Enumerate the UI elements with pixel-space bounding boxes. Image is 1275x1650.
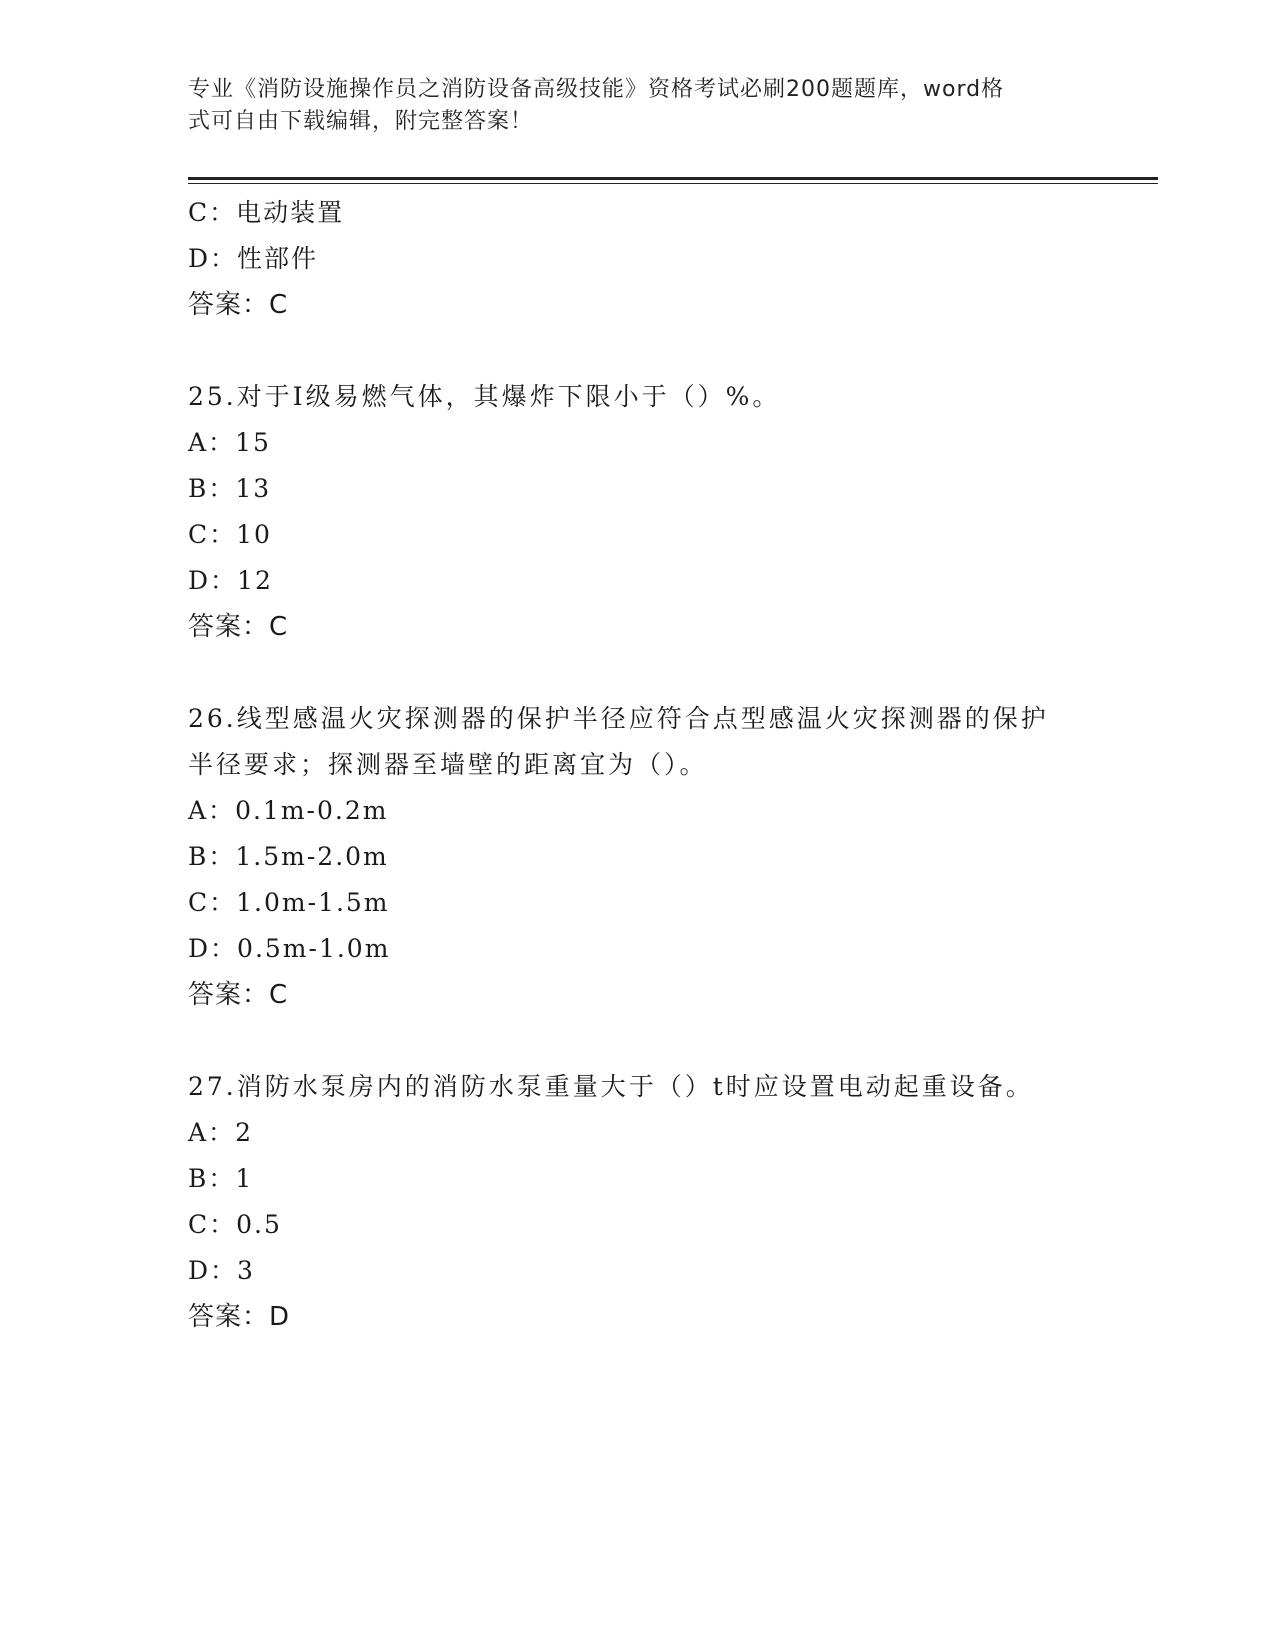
question-title-line-1: 26.线型感温火灾探测器的保护半径应符合点型感温火灾探测器的保护 (188, 704, 1049, 733)
option-d: D：3 (188, 1256, 255, 1285)
question-title-line-2: 半径要求；探测器至墙壁的距离宜为（）。 (188, 750, 708, 779)
option-d: D：0.5m-1.0m (188, 934, 391, 963)
option-a: A：0.1m-0.2m (188, 796, 389, 825)
spacer (188, 328, 1088, 374)
option-b: B：1.5m-2.0m (188, 842, 389, 871)
option-b: B：13 (188, 474, 272, 503)
answer-line: 答案：C (188, 980, 289, 1010)
question-25 (188, 374, 1088, 650)
option-c: C：0.5 (188, 1210, 282, 1239)
option-c: C：10 (188, 520, 272, 549)
answer-line: 答案：C (188, 612, 289, 642)
answer-line: 答案：D (188, 1302, 291, 1332)
previous-question-block (188, 190, 1088, 328)
option-d: D：12 (188, 566, 273, 595)
header-divider-thin (188, 183, 1158, 184)
spacer (188, 1018, 1088, 1064)
question-title: 27.消防水泵房内的消防水泵重量大于（）t时应设置电动起重设备。 (188, 1072, 1034, 1101)
question-26 (188, 696, 1088, 1018)
document-header (188, 74, 1068, 138)
option-b: B：1 (188, 1164, 254, 1193)
question-27 (188, 1064, 1088, 1340)
option-c: C：电动装置 (188, 198, 345, 227)
question-title: 25.对于Ⅰ级易燃气体，其爆炸下限小于（）%。 (188, 382, 781, 411)
option-a: A：15 (188, 428, 271, 457)
header-line-2: 式可自由下载编辑，附完整答案！ (188, 109, 534, 134)
option-c: C：1.0m-1.5m (188, 888, 390, 917)
question-list (188, 190, 1088, 1340)
header-line-1: 专业《消防设施操作员之消防设备高级技能》资格考试必刷200题题库，word格 (188, 77, 1005, 102)
option-a: A：2 (188, 1118, 253, 1147)
option-d: D：性部件 (188, 244, 319, 273)
spacer (188, 650, 1088, 696)
header-divider-thick (188, 177, 1158, 180)
answer-line: 答案：C (188, 290, 289, 320)
